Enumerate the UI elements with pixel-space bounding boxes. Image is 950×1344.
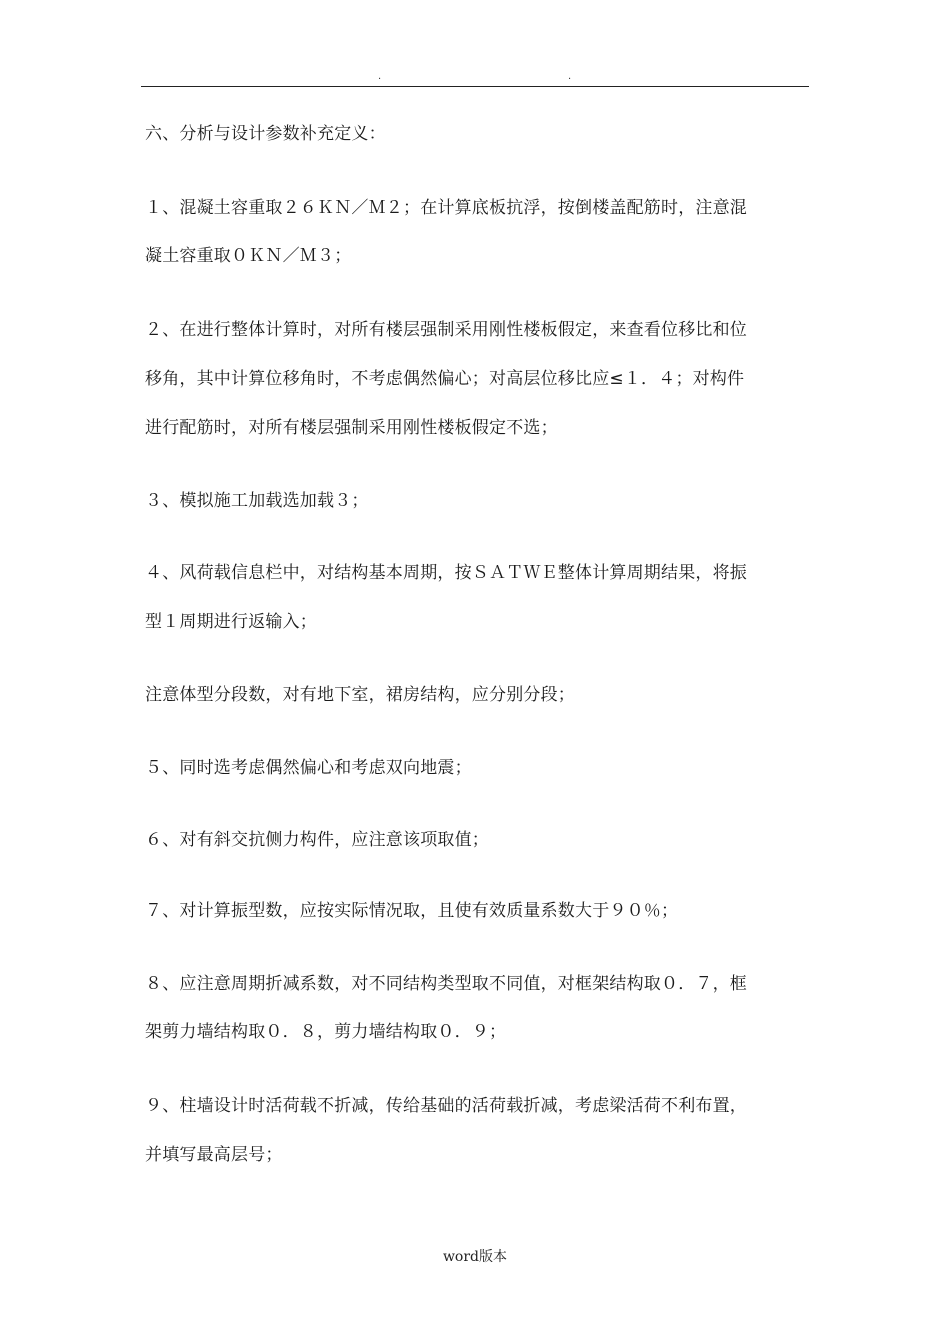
paragraph-1-line-1: １、混凝土容重取２６ＫＮ／Ｍ２；在计算底板抗浮，按倒楼盖配筋时，注意混: [145, 198, 747, 218]
section-title: 六、分析与设计参数补充定义：: [145, 124, 386, 144]
header-dot-left: .: [378, 71, 382, 82]
header-dot-right: .: [568, 71, 572, 82]
paragraph-2-line-2: 移角，其中计算位移角时，不考虑偶然偏心；对高层位移比应≤１．４；对构件: [145, 369, 745, 389]
header-rule: [141, 86, 809, 87]
paragraph-9-line-1: ９、柱墙设计时活荷载不折减，传给基础的活荷载折减，考虑梁活荷不利布置，: [145, 1096, 747, 1116]
paragraph-1-line-2: 凝土容重取０ＫＮ／Ｍ３；: [145, 246, 352, 266]
paragraph-2-line-1: ２、在进行整体计算时，对所有楼层强制采用刚性楼板假定，来查看位移比和位: [145, 320, 747, 340]
paragraph-8-line-1: ８、应注意周期折减系数，对不同结构类型取不同值，对框架结构取０．７，框: [145, 974, 747, 994]
paragraph-6-line-1: ６、对有斜交抗侧力构件，应注意该项取值；: [145, 830, 489, 850]
paragraph-5-line-1: ５、同时选考虑偶然偏心和考虑双向地震；: [145, 758, 472, 778]
paragraph-3-line-1: ３、模拟施工加载选加载３；: [145, 491, 369, 511]
footer-label: word版本: [442, 1249, 508, 1265]
paragraph-8-line-2: 架剪力墙结构取０．８，剪力墙结构取０．９；: [145, 1022, 507, 1042]
paragraph-4-line-2: 型１周期进行返输入；: [145, 612, 317, 632]
paragraph-note-line-1: 注意体型分段数，对有地下室，裙房结构，应分别分段；: [145, 685, 575, 705]
paragraph-4-line-1: ４、风荷载信息栏中，对结构基本周期，按ＳＡＴＷＥ整体计算周期结果，将振: [145, 563, 747, 583]
paragraph-7-line-1: ７、对计算振型数，应按实际情况取，且使有效质量系数大于９０％；: [145, 901, 679, 921]
paragraph-2-line-3: 进行配筋时，对所有楼层强制采用刚性楼板假定不选；: [145, 418, 558, 438]
paragraph-9-line-2: 并填写最高层号；: [145, 1145, 283, 1165]
